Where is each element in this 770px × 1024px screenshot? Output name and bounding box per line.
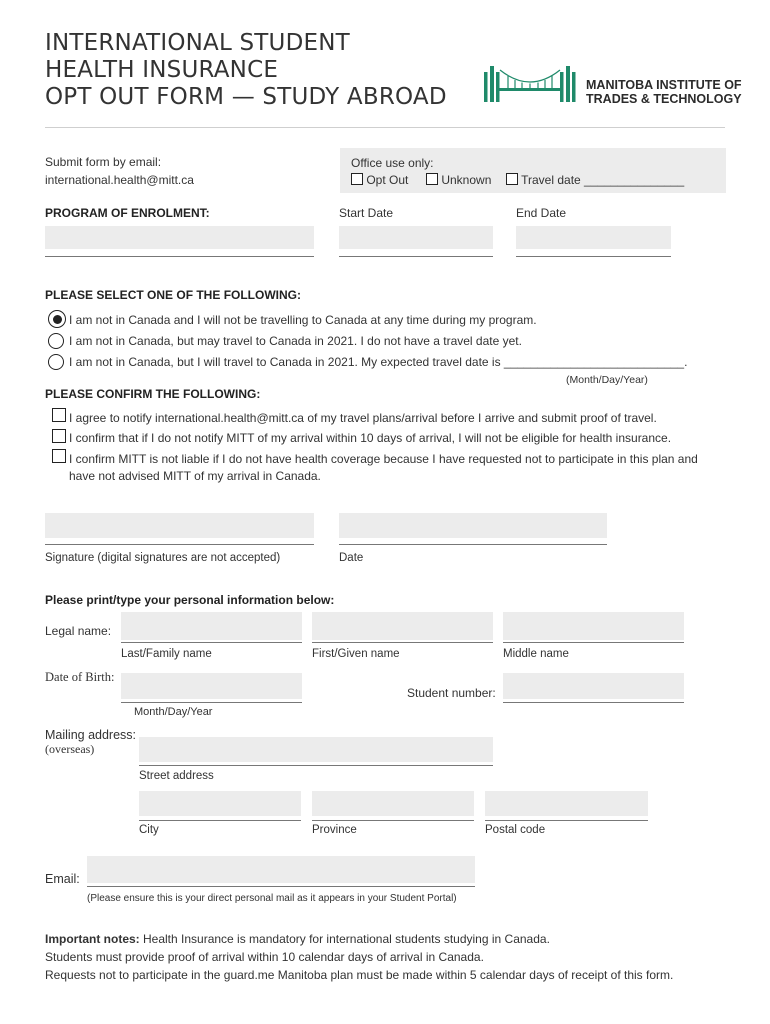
travel-date-label: Travel date _______________	[521, 173, 685, 187]
confirm-1-checkbox[interactable]	[52, 408, 66, 422]
submit-label: Submit form by email:	[45, 155, 162, 169]
mitt-bridge-logo-icon	[484, 64, 576, 104]
start-date-label: Start Date	[339, 206, 394, 220]
personal-heading: Please print/type your personal information below:	[45, 593, 335, 607]
select-heading: PLEASE SELECT ONE OF THE FOLLOWING:	[45, 288, 302, 302]
program-underline	[45, 256, 314, 257]
first-name-underline	[312, 642, 493, 643]
email-hint: (Please ensure this is your direct personal mail as it appears in your Student Portal)	[87, 893, 457, 904]
confirm-3-label: I confirm MITT is not liable if I do not have health coverage because I have requested not to participate in this plan and	[69, 452, 698, 466]
first-name-label: First/Given name	[312, 648, 400, 660]
start-date-underline	[339, 256, 493, 257]
student-number-underline	[503, 702, 684, 703]
title-line-3: OPT OUT FORM — STUDY ABROAD	[45, 84, 447, 110]
office-travel-date	[506, 173, 684, 187]
province-label: Province	[312, 824, 357, 836]
option-1-label: I am not in Canada and I will not be travelling to Canada at any time during my program.	[69, 313, 537, 327]
title-line-2: HEALTH INSURANCE	[45, 57, 279, 83]
dob-input[interactable]	[121, 673, 302, 699]
student-number-label: Student number:	[407, 686, 496, 700]
title-line-1: INTERNATIONAL STUDENT	[45, 30, 350, 56]
postal-code-input[interactable]	[485, 791, 648, 816]
office-use-label: Office use only:	[351, 156, 434, 170]
email-input[interactable]	[87, 856, 475, 883]
important-notes-text-1: Health Insurance is mandatory for international students studying in Canada.	[139, 932, 550, 946]
overseas-label: (overseas)	[45, 742, 95, 756]
middle-name-input[interactable]	[503, 612, 684, 640]
option-2-radio[interactable]	[48, 333, 64, 349]
start-date-input[interactable]	[339, 226, 493, 249]
logo-line-1: MANITOBA INSTITUTE OF	[586, 78, 742, 92]
travel-date-checkbox[interactable]	[506, 173, 518, 185]
opt-out-label: Opt Out	[366, 173, 409, 187]
student-number-input[interactable]	[503, 673, 684, 699]
email-label: Email:	[45, 872, 80, 886]
dob-label: Date of Birth:	[45, 670, 115, 684]
last-name-label: Last/Family name	[121, 648, 212, 660]
signature-date-underline	[339, 544, 607, 545]
office-unknown	[426, 173, 491, 187]
important-notes-line-3: Requests not to participate in the guard.me Manitoba plan must be made within 5 calendar days of receipt of this form.	[45, 968, 674, 982]
submit-email: international.health@mitt.ca	[45, 173, 194, 187]
province-input[interactable]	[312, 791, 474, 816]
street-address-underline	[139, 765, 493, 766]
mailing-address-label: Mailing address:	[45, 728, 137, 742]
confirm-1-label: I agree to notify international.health@mitt.ca of my travel plans/arrival before I arrive and submit proof of travel.	[69, 411, 657, 425]
office-opt-out	[351, 173, 408, 187]
signature-date-label: Date	[339, 552, 364, 564]
signature-input[interactable]	[45, 513, 314, 538]
last-name-underline	[121, 642, 302, 643]
header-divider	[45, 127, 725, 128]
confirm-3-label-line-2: have not advised MITT of my arrival in Canada.	[69, 469, 321, 483]
first-name-input[interactable]	[312, 612, 493, 640]
important-notes-line-2: Students must provide proof of arrival within 10 calendar days of arrival in Canada.	[45, 950, 484, 964]
end-date-underline	[516, 256, 671, 257]
form-title	[45, 30, 447, 111]
postal-code-label: Postal code	[485, 824, 546, 836]
province-underline	[312, 820, 474, 821]
confirm-heading: PLEASE CONFIRM THE FOLLOWING:	[45, 387, 261, 401]
logo-text	[586, 78, 742, 106]
option-3-label: I am not in Canada, but I will travel to Canada in 2021. My expected travel date is ___________________________.	[69, 355, 688, 369]
opt-out-checkbox[interactable]	[351, 173, 363, 185]
travel-date-hint: (Month/Day/Year)	[566, 374, 648, 386]
street-address-label: Street address	[139, 770, 214, 782]
city-input[interactable]	[139, 791, 301, 816]
legal-name-label: Legal name:	[45, 624, 112, 638]
last-name-input[interactable]	[121, 612, 302, 640]
important-notes-line-1	[45, 932, 550, 946]
important-notes-label: Important notes:	[45, 932, 140, 946]
email-underline	[87, 886, 475, 887]
unknown-label: Unknown	[441, 173, 492, 187]
end-date-label: End Date	[516, 206, 567, 220]
city-underline	[139, 820, 301, 821]
option-3-radio[interactable]	[48, 354, 64, 370]
signature-date-input[interactable]	[339, 513, 607, 538]
postal-code-underline	[485, 820, 648, 821]
middle-name-underline	[503, 642, 684, 643]
radio-selected-dot	[53, 315, 62, 324]
dob-underline	[121, 702, 302, 703]
unknown-checkbox[interactable]	[426, 173, 438, 185]
option-1-radio[interactable]	[48, 310, 66, 328]
signature-label: Signature (digital signatures are not accepted)	[45, 552, 281, 564]
confirm-3-checkbox[interactable]	[52, 449, 66, 463]
middle-name-label: Middle name	[503, 648, 569, 660]
program-input[interactable]	[45, 226, 314, 249]
end-date-input[interactable]	[516, 226, 671, 249]
option-2-label: I am not in Canada, but may travel to Canada in 2021. I do not have a travel date yet.	[69, 334, 522, 348]
dob-hint: Month/Day/Year	[134, 706, 213, 718]
city-label: City	[139, 824, 159, 836]
confirm-2-label: I confirm that if I do not notify MITT of my arrival within 10 days of arrival, I will not be eligible for health insurance.	[69, 431, 672, 445]
confirm-2-checkbox[interactable]	[52, 429, 66, 443]
signature-underline	[45, 544, 314, 545]
street-address-input[interactable]	[139, 737, 493, 762]
logo-line-2: TRADES & TECHNOLOGY	[586, 92, 742, 106]
program-heading: PROGRAM OF ENROLMENT:	[45, 206, 210, 220]
